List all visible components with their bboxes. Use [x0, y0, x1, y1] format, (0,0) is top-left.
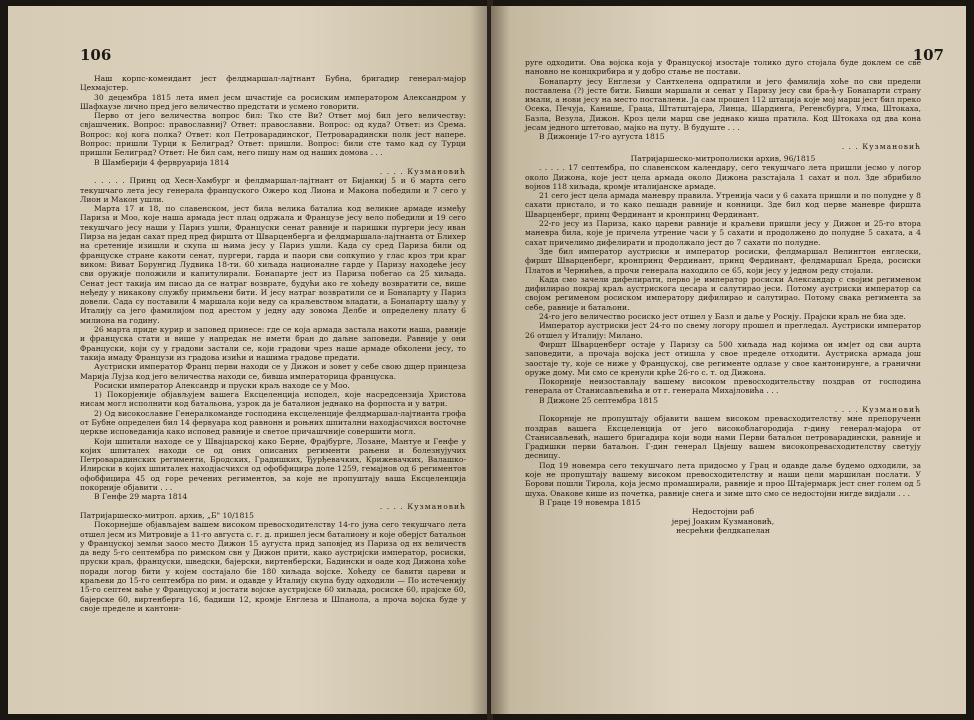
- paragraph: Фиршт Шварценберг остаје у Паризу са 500 хиљада над којима он им|ет од сви аuрта заповедити, а прочаја војска јест отишла у свое пределе отходити. Аустриска армада још заостаје ту, које се ниже у Француској, све регименте одлазе у свое кантонирунге, а гранични оруже дому. Ми смо се кренули крће 26-го с. т. од Дижона.: [525, 339, 921, 377]
- signature: . . . . Кузмановић: [834, 404, 921, 414]
- paragraph: 21 сего јест цела армада маневру правила. Утренија чаcи у 6 сахата пришли и по полудне у 8 сахати пристало, и то како пешадн равније и конници. Зде бил код перве маневре фирштa Шварценберг, принц Фердинант и кронпринц Фердинант.: [525, 191, 921, 219]
- paragraph: 24-го јего величество росиско јест отшел у Базл и даље у Росију. Прајски краљ не биа зде.: [539, 312, 906, 322]
- closing-line: Недостојни раб: [691, 507, 755, 517]
- paragraph: . . . . . 17 септембра, по славенском календару, сего текушчаго лета пришли јесмо у логор около Дижона, које јест цела армада около Дижона разстајала 1 сахат и пол. Зде збрибило војнов 118 хиљада, кромје италијанске армаде.: [525, 163, 921, 191]
- closing-line: несрећни фелдкапелан: [676, 525, 770, 535]
- place-date: В Шамберији 4 фервруарија 1814: [94, 157, 230, 167]
- paragraph: Наш корпс-комеидант јест фелдмаршал-лаjтнант Бубна, бригадир генерал-мајор Цехмајстер.: [80, 74, 466, 93]
- closing-line: јереј Јоаким Кузмановић,: [671, 516, 775, 526]
- paragraph: Росиски император Александр и пруски краљ находе се у Моо.: [94, 380, 350, 390]
- paragraph: 26 марта приде курир и заповед принесе: где се која армада застала накоти наша, равније и француска стати и више у напредак не имети бран до даљне заповеди. Равније у они Француски, који су у градови застали се, који градови чрез наше армаде обколени јесу, то такија имаду Французи из градова изићи и нашима градове предати.: [80, 325, 466, 362]
- paragraph: 1) Покорјеније обjављујем вашега Ексцеленција исподел, које насредсензија Христова нисам могл исполнити код батальона, узрок да је баталион једнако на форпоста и у ватри.: [80, 390, 466, 409]
- right-page-text: [525, 58, 921, 535]
- paragraph: 2) Од високославне Генералкомандe господина ексцеленцијe фелдмаршал-лајтнанта грофа от Бубне определен бил 14 фервуара код равнонн и роњних шпитални находјасчихся восточне церкве исповеданија како исповед равније и светое причашчније совершити могл.: [80, 408, 466, 437]
- place-date: В Граце 19 новемра 1815: [539, 497, 641, 507]
- place-date: В Дижоне 25 септембра 1815: [539, 395, 658, 405]
- page-number: 107: [912, 46, 944, 64]
- paragraph: Покорније неизоставлају вашему високом превосходительству поздрав от господина генерала от Станисављевића и от г. генерала Михајловића . . .: [525, 377, 921, 396]
- paragraph: Перво от јего величества вопрос бил: Тко сте Ви? Ответ мој бил јего величеству: свјашченик. Вопрос: православниj? Ответ: православни. Вопрос: од куда? Ответ: из Срема. Вопрос: кој кога полка? Ответ: кол Петроварадинског, Петроварадински полк јест напере. Вопрос: пришли Турци к Белиград? Ответ: пришли. Вопрос: били сте тамо кад су Турци пришли Белиград? Ответ: Не бил сам, него пишу нам од наших домова . . .: [80, 111, 466, 158]
- place-date: В Генфе 29 марта 1814: [94, 492, 188, 502]
- page-number: 106: [80, 46, 112, 64]
- place-date: В Дижоније 17-го аугуста 1815: [539, 132, 665, 142]
- paragraph: Који шпитали находе се у Швајцарској како Берне, Фрајбурге, Лозане, Мантуе и Генфе у којих шпиталех находи се од оних описаних регименти рањени и болезнујучиx Петроварадинских регименти, Бродских, Градишких, Ђурђевачких, Крижевачких, Валашко-Илирски в којих шпиталех находјасчихся од офобфицира доле 1259, гемајнов од 6 региментов офобфицира 45 од горе речених региментов, за које не пропуштају ваша Ексцеленција покорније објавити . . .: [80, 436, 466, 493]
- paragraph: 22-го јесу из Париза, како цареви равније и краљеви пришли јесу у Дижон и 25-го втора маневра била, које је причелa утрение часи у 5 сахати и продолжено до полудне 5 сахата, а 4 сахат причелимо дифелирати и продолжало јест до 7 сахати по полудне.: [525, 219, 921, 247]
- left-page: [8, 6, 489, 714]
- paragraph: руге одходити. Ова војска која у Француској изостаје толико дуго стојала буде доклем се све нановно не концкрибира и у добро стање не постави.: [525, 58, 921, 77]
- left-page-text: [80, 74, 466, 613]
- paragraph: Покорније не пропуштају објавити вашем високом превасходителству мне препорученн поздрав вашега Ексцеленција от јего високоблагородија г-дину генерал-мајора от Станисављевић, нашего бригадира који води нами Перви батаљон петроварадински, равније и Градишки перви батаљон. Г-дин генерал Цвјешу вашем високопревасходителству светују десницу.: [525, 414, 921, 461]
- paragraph: Зде бил император аустриски и император росиски, фелдмаршал Велингтон енглески, фиршт Шварценберг, кронпринц Фердинант, принц Фердинант, фелдмаршал Бреда, росиски Платов и Чернићев, а прочи генерала находило се 65, који јесу у једном реду стојали.: [525, 246, 921, 275]
- signature: . . . . Кузмановић: [379, 501, 466, 511]
- archive-reference: Патријаршеско-митроп. архив, „Б" 10/1815: [80, 510, 254, 520]
- paragraph: Император аустриски јест 24-го по свему логору прошел и прегледал. Аустриски император 26 отшел у Италију: Милано.: [525, 321, 921, 340]
- paragraph: Када смо зачели дифелирати, перво је император росиски Александар с своjим регименом дифилирао покрај краљ аустрискога цесара и салутирао јеси. Потому аустриски император са своjом регименом росиском императору дифилирао и салутирао. Потому свака регимента за себе, равније и батаљони.: [525, 274, 921, 312]
- paragraph: Под 19 новемра сего текушчаго лета придосмо у Грац и одавде даље будемо одходили, за које не пропуштају вашему високом превосходителству и наши цели маршилан послати. У Борови пошли Тирола, која јесмо промаширали, равније и прoo Штајермарк јест снег голем од 5 шуха. Овакове кише из почетка, равније снега и зиме што смо се недостојни нигде видјали . . .: [525, 460, 921, 498]
- paragraph: 30 децембра 1815 лета имел јесм шчастије са росиским императором Александром у Шафхаузе лично пред јего величество предстати и усмено говорити.: [80, 92, 466, 111]
- signature: . . . . Кузмановић: [379, 166, 466, 176]
- signature: . . . Кузмановић: [841, 141, 921, 151]
- paragraph: Покорнејше објављаjем вашем високом превосходителству 14-го јуна сего текушчаго лета отшел јесм из Митровије а 11-го августа с. г. д. пришел јесм баталиону и које оберјст батальон у Француској земљи заосо место Дижон 15 аугуста прид заповјед из Париза од нх величеств да веду 5-го септембра по римском свн у Дижон прити, како аустријски император, росиски, пруски краљ, француски, шведски, бајерски, виртенберски, Бадински и оаде код Дижона хоће поради логор бити у којем состајало бiе 180 хиљада војске. Хоћеду се бавити цареви и краљеви до 15-го септембра по рим. и одавде у Италију скупа буду одходили — По истеченију 15-го септем ваће у Француској и јостати војске аустријске 60 хиљада, росиске 60, прајске 60, бајерске 60, виртенберга 16, бадиши 12, кромје Енглеза и Шпанола, а прочa војска буде у своје пределе и кантони-: [80, 520, 466, 613]
- paragraph: Аустриски император Франц перви находи се у Дижон и зовет у себе свою дщер принцеза Марија Лујза код јего величества находи се, бивша императорица француска.: [80, 362, 466, 381]
- paragraph: . . . . . Принц од Хесн-Хамбург и фелдмаршал-лаjтнант от Бијанкиј 5 и 6 марта сего текушчаго лета јесу генерала француского Ожеро код Лиона и Макона победили и 7 сего у Лион и Макон ушли.: [80, 176, 466, 204]
- paragraph: Марта 17 и 18, по славенском, јест била велика баталиа код великиe армаде између Париза и Моо, које наша армада јест плац одржала и Французе јесу вело победили и 19 сего текушчаго јесу наши у Париз ушли, Француски сенат равније и паришки пургери јесу иван Пирза на један сахат пред пред фирштa от Шварценберга и фелдмаршала-лаjтнанта от Блихер на сретеније изишли и скупа ш њима јесу у Париз ушли. Када су сред Париза били од француске стране какоти сенат, пургери, гарда и паори сви сопкупио у глас кроз три краг виком: Виват Борунгид Лудвика 18-ти. 60 хиљада националне гарде у Паризу находеће јесу сви оружије положили и капитулирали. Бонапарте јест из Париза побегао са 25 хиљада. Сенат јест такија им писао да се натраг возврате, будући ако ге хоћеду возвратити се, више неђеду у никакову службу примљени бити. И јесу натраг возвратили се и Бонапарту у Париз довели. Сада су поставили 4 маршала који веду са краљевством владати, а Бонапарту шаљу у Италију са јего фамилиjом под арестом у једну аду зовома Делбе и определену плату 6 милиона на годину.: [80, 204, 466, 325]
- right-page: [491, 6, 966, 714]
- archive-reference: Патријаршеско-митрополиски архив, 96/1815: [630, 153, 816, 163]
- paragraph: Бонапарту јесу Енглези у Сантхелена одпратили и јего фамилија хоће по сви предели поставлена (?) јесте бити. Бивши маршали и сенат у Паризу јесу сви бра-ћ-у Бонапарти страну имали, а нови јесу на место поставлени. Ја сам прошел 112 штација које мој марш јест бил преко Осека, Печуја, Канише, Граца, Штатштајера, Линца, Шардинга, Регенсбурга, Улма, Штокаха, Базла, Везула, Дижон. Кроз цели марш све једнако киша пратила. Код Штокаха од два кона јесам једного штетовао, мајко на путу. В будуште . . .: [525, 76, 921, 133]
